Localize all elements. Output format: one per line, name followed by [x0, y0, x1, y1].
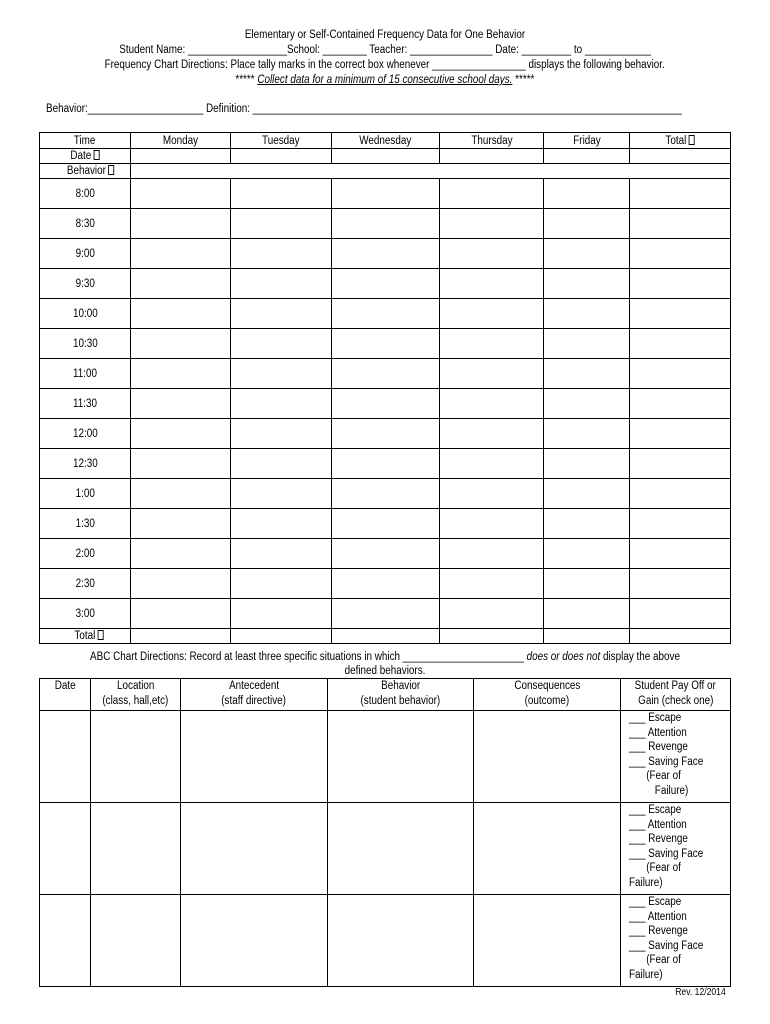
- payoff-attention: ___ Attention: [629, 910, 687, 923]
- tally-cell[interactable]: [331, 569, 440, 599]
- tally-cell[interactable]: [440, 569, 544, 599]
- tally-cell[interactable]: [440, 449, 544, 479]
- abc-cell[interactable]: [327, 711, 474, 803]
- behavior-row: [40, 164, 731, 179]
- abc-cell[interactable]: [40, 803, 91, 895]
- tally-cell[interactable]: [440, 329, 544, 359]
- abc-header-antecedent: Antecedent (staff directive): [180, 679, 327, 711]
- tally-cell[interactable]: [440, 479, 544, 509]
- total-row: [40, 629, 731, 644]
- time-slot-row: [40, 419, 731, 449]
- time-slot-row: [40, 449, 731, 479]
- payoff-failure: Failure): [629, 968, 663, 981]
- tally-cell[interactable]: [230, 329, 331, 359]
- date-cell[interactable]: [230, 149, 331, 164]
- abc-row: [40, 895, 731, 987]
- tally-cell[interactable]: [440, 509, 544, 539]
- payoff-fear-of: (Fear of: [646, 954, 681, 967]
- total-cell[interactable]: [230, 629, 331, 644]
- tally-cell[interactable]: [331, 389, 440, 419]
- tally-cell[interactable]: [331, 329, 440, 359]
- tally-cell[interactable]: [130, 539, 230, 569]
- time-label: 8:00: [40, 179, 131, 209]
- tally-cell[interactable]: [230, 209, 331, 239]
- tally-cell[interactable]: [440, 299, 544, 329]
- tally-cell[interactable]: [331, 599, 440, 629]
- time-label: 10:00: [40, 299, 131, 329]
- abc-cell[interactable]: [474, 803, 621, 895]
- tally-cell[interactable]: [130, 209, 230, 239]
- time-label: 11:00: [40, 359, 131, 389]
- total-cell[interactable]: [544, 629, 630, 644]
- tally-cell[interactable]: [130, 359, 230, 389]
- frequency-table: [39, 132, 731, 644]
- tally-cell[interactable]: [130, 179, 230, 209]
- time-label: 9:30: [40, 269, 131, 299]
- payoff-failure: Failure): [629, 876, 663, 889]
- abc-cell[interactable]: [90, 803, 180, 895]
- tally-cell[interactable]: [331, 419, 440, 449]
- payoff-attention: ___ Attention: [629, 818, 687, 831]
- time-label: 2:00: [40, 539, 131, 569]
- time-label: 2:30: [40, 569, 131, 599]
- arrow-icon: [689, 135, 695, 145]
- abc-header-date: Date: [40, 679, 91, 711]
- tally-cell[interactable]: [230, 479, 331, 509]
- tally-cell[interactable]: [230, 509, 331, 539]
- time-slot-row: [40, 599, 731, 629]
- time-slot-row: [40, 479, 731, 509]
- tally-cell[interactable]: [544, 239, 630, 269]
- header-monday: Monday: [130, 133, 230, 149]
- date-row: [40, 149, 731, 164]
- tally-cell[interactable]: [230, 419, 331, 449]
- frequency-directions: Frequency Chart Directions: Place tally marks in the correct box whenever _________________ displays the following behavior.: [104, 59, 666, 71]
- time-slot-row: [40, 329, 731, 359]
- payoff-cell[interactable]: [621, 803, 731, 895]
- tally-cell[interactable]: [630, 389, 731, 419]
- time-label: 10:30: [40, 329, 131, 359]
- tally-cell[interactable]: [630, 539, 731, 569]
- student-info-line: Student Name: __________________School: ________ Teacher: _______________ Date: _________ to ____________: [119, 44, 651, 56]
- tally-cell[interactable]: [630, 179, 731, 209]
- tally-cell[interactable]: [544, 539, 630, 569]
- tally-cell[interactable]: [230, 389, 331, 419]
- arrow-icon: [108, 165, 114, 175]
- tally-cell[interactable]: [331, 269, 440, 299]
- tally-cell[interactable]: [544, 269, 630, 299]
- frequency-header-row: [40, 133, 731, 149]
- abc-cell[interactable]: [180, 803, 327, 895]
- tally-cell[interactable]: [630, 359, 731, 389]
- tally-cell[interactable]: [544, 299, 630, 329]
- tally-cell[interactable]: [331, 209, 440, 239]
- abc-row: [40, 803, 731, 895]
- behavior-label: Behavior: [40, 164, 131, 179]
- revision-label: Rev. 12/2014: [675, 987, 726, 998]
- tally-cell[interactable]: [544, 479, 630, 509]
- date-cell[interactable]: [130, 149, 230, 164]
- abc-cell[interactable]: [327, 803, 474, 895]
- tally-cell[interactable]: [130, 299, 230, 329]
- tally-cell[interactable]: [630, 419, 731, 449]
- tally-cell[interactable]: [230, 179, 331, 209]
- tally-cell[interactable]: [230, 269, 331, 299]
- tally-cell[interactable]: [630, 269, 731, 299]
- abc-table: [39, 678, 731, 987]
- tally-cell[interactable]: [544, 509, 630, 539]
- tally-cell[interactable]: [544, 419, 630, 449]
- tally-cell[interactable]: [331, 359, 440, 389]
- payoff-saving-face: ___ Saving Face: [629, 847, 704, 860]
- abc-cell[interactable]: [90, 711, 180, 803]
- tally-cell[interactable]: [544, 569, 630, 599]
- tally-cell[interactable]: [440, 209, 544, 239]
- abc-header-consequences: Consequences (outcome): [474, 679, 621, 711]
- time-label: 1:30: [40, 509, 131, 539]
- tally-cell[interactable]: [630, 209, 731, 239]
- time-slot-row: [40, 179, 731, 209]
- tally-cell[interactable]: [544, 449, 630, 479]
- tally-cell[interactable]: [230, 539, 331, 569]
- arrow-icon: [98, 630, 104, 640]
- payoff-revenge: ___ Revenge: [629, 833, 688, 846]
- tally-cell[interactable]: [544, 359, 630, 389]
- behavior-cell[interactable]: [130, 164, 730, 179]
- payoff-saving-face: ___ Saving Face: [629, 939, 704, 952]
- date-cell[interactable]: [440, 149, 544, 164]
- tally-cell[interactable]: [230, 239, 331, 269]
- payoff-escape: ___ Escape: [629, 712, 682, 724]
- form-header: [0, 28, 770, 88]
- tally-cell[interactable]: [440, 599, 544, 629]
- payoff-fear-of: (Fear of: [646, 862, 681, 875]
- tally-cell[interactable]: [440, 359, 544, 389]
- abc-header-payoff: Student Pay Off or Gain (check one): [621, 679, 731, 711]
- form-title: Elementary or Self-Contained Frequency Data for One Behavior: [244, 29, 526, 41]
- payoff-attention: ___ Attention: [629, 726, 687, 739]
- payoff-escape: ___ Escape: [629, 804, 682, 816]
- tally-cell[interactable]: [130, 599, 230, 629]
- date-cell[interactable]: [331, 149, 440, 164]
- tally-cell[interactable]: [630, 599, 731, 629]
- tally-cell[interactable]: [630, 299, 731, 329]
- total-cell[interactable]: [130, 629, 230, 644]
- tally-cell[interactable]: [230, 359, 331, 389]
- header-thursday: Thursday: [440, 133, 544, 149]
- time-label: 8:30: [40, 209, 131, 239]
- tally-cell[interactable]: [440, 539, 544, 569]
- tally-cell[interactable]: [440, 269, 544, 299]
- arrow-icon: [94, 150, 100, 160]
- time-slot-row: [40, 299, 731, 329]
- tally-cell[interactable]: [331, 299, 440, 329]
- date-label: Date: [40, 149, 131, 164]
- time-slot-row: [40, 239, 731, 269]
- abc-row: [40, 711, 731, 803]
- abc-cell[interactable]: [90, 895, 180, 987]
- total-cell[interactable]: [630, 629, 731, 644]
- tally-cell[interactable]: [440, 239, 544, 269]
- payoff-failure: Failure): [654, 784, 689, 797]
- tally-cell[interactable]: [331, 239, 440, 269]
- time-label: 11:30: [40, 389, 131, 419]
- tally-cell[interactable]: [544, 389, 630, 419]
- tally-cell[interactable]: [630, 449, 731, 479]
- payoff-fear-of: (Fear of: [646, 770, 681, 783]
- date-cell[interactable]: [544, 149, 630, 164]
- tally-cell[interactable]: [440, 419, 544, 449]
- abc-cell[interactable]: [474, 711, 621, 803]
- tally-cell[interactable]: [630, 569, 731, 599]
- header-time: Time: [40, 133, 131, 149]
- tally-cell[interactable]: [230, 599, 331, 629]
- tally-cell[interactable]: [230, 569, 331, 599]
- collect-note: ***** Collect data for a minimum of 15 consecutive school days. *****: [235, 74, 535, 86]
- total-cell[interactable]: [331, 629, 440, 644]
- abc-header-row: [40, 679, 731, 711]
- time-slot-row: [40, 569, 731, 599]
- payoff-revenge: ___ Revenge: [629, 741, 688, 754]
- tally-cell[interactable]: [230, 299, 331, 329]
- tally-cell[interactable]: [630, 239, 731, 269]
- abc-cell[interactable]: [40, 711, 91, 803]
- total-cell[interactable]: [440, 629, 544, 644]
- tally-cell[interactable]: [331, 479, 440, 509]
- tally-cell[interactable]: [130, 329, 230, 359]
- tally-cell[interactable]: [230, 449, 331, 479]
- time-label: 12:30: [40, 449, 131, 479]
- time-slot-row: [40, 539, 731, 569]
- time-slot-row: [40, 509, 731, 539]
- abc-cell[interactable]: [40, 895, 91, 987]
- time-slot-row: [40, 389, 731, 419]
- header-friday: Friday: [544, 133, 630, 149]
- payoff-saving-face: ___ Saving Face: [629, 755, 704, 768]
- abc-cell[interactable]: [180, 711, 327, 803]
- tally-cell[interactable]: [130, 479, 230, 509]
- tally-cell[interactable]: [544, 179, 630, 209]
- tally-cell[interactable]: [130, 239, 230, 269]
- time-label: 1:00: [40, 479, 131, 509]
- tally-cell[interactable]: [130, 269, 230, 299]
- time-slot-row: [40, 359, 731, 389]
- tally-cell[interactable]: [630, 329, 731, 359]
- abc-cell[interactable]: [180, 895, 327, 987]
- tally-cell[interactable]: [130, 419, 230, 449]
- tally-cell[interactable]: [130, 449, 230, 479]
- abc-header-location: Location (class, hall,etc): [90, 679, 180, 711]
- header-tuesday: Tuesday: [230, 133, 331, 149]
- tally-cell[interactable]: [630, 479, 731, 509]
- tally-cell[interactable]: [630, 509, 731, 539]
- tally-cell[interactable]: [440, 389, 544, 419]
- tally-cell[interactable]: [130, 569, 230, 599]
- time-label: 3:00: [40, 599, 131, 629]
- time-label: 12:00: [40, 419, 131, 449]
- behavior-definition-line: Behavior:_____________________ Definition: ______________________________________________________________________________: [46, 103, 682, 115]
- tally-cell[interactable]: [440, 179, 544, 209]
- abc-directions: ABC Chart Directions: Record at least three specific situations in which ______________________ does or does not display the above defined behaviors.: [90, 651, 680, 677]
- payoff-cell[interactable]: [621, 895, 731, 987]
- time-label: 9:00: [40, 239, 131, 269]
- time-slot-row: [40, 209, 731, 239]
- abc-cell[interactable]: [327, 895, 474, 987]
- header-wednesday: Wednesday: [331, 133, 440, 149]
- payoff-escape: ___ Escape: [629, 896, 682, 908]
- payoff-cell[interactable]: [621, 711, 731, 803]
- tally-cell[interactable]: [331, 179, 440, 209]
- payoff-revenge: ___ Revenge: [629, 925, 688, 938]
- tally-cell[interactable]: [130, 389, 230, 419]
- tally-cell[interactable]: [544, 209, 630, 239]
- tally-cell[interactable]: [544, 599, 630, 629]
- date-cell[interactable]: [630, 149, 731, 164]
- abc-cell[interactable]: [474, 895, 621, 987]
- header-total: Total: [630, 133, 731, 149]
- tally-cell[interactable]: [331, 509, 440, 539]
- abc-header-behavior: Behavior (student behavior): [327, 679, 474, 711]
- total-label: Total: [40, 629, 131, 644]
- time-slot-row: [40, 269, 731, 299]
- tally-cell[interactable]: [331, 449, 440, 479]
- tally-cell[interactable]: [544, 329, 630, 359]
- tally-cell[interactable]: [331, 539, 440, 569]
- tally-cell[interactable]: [130, 509, 230, 539]
